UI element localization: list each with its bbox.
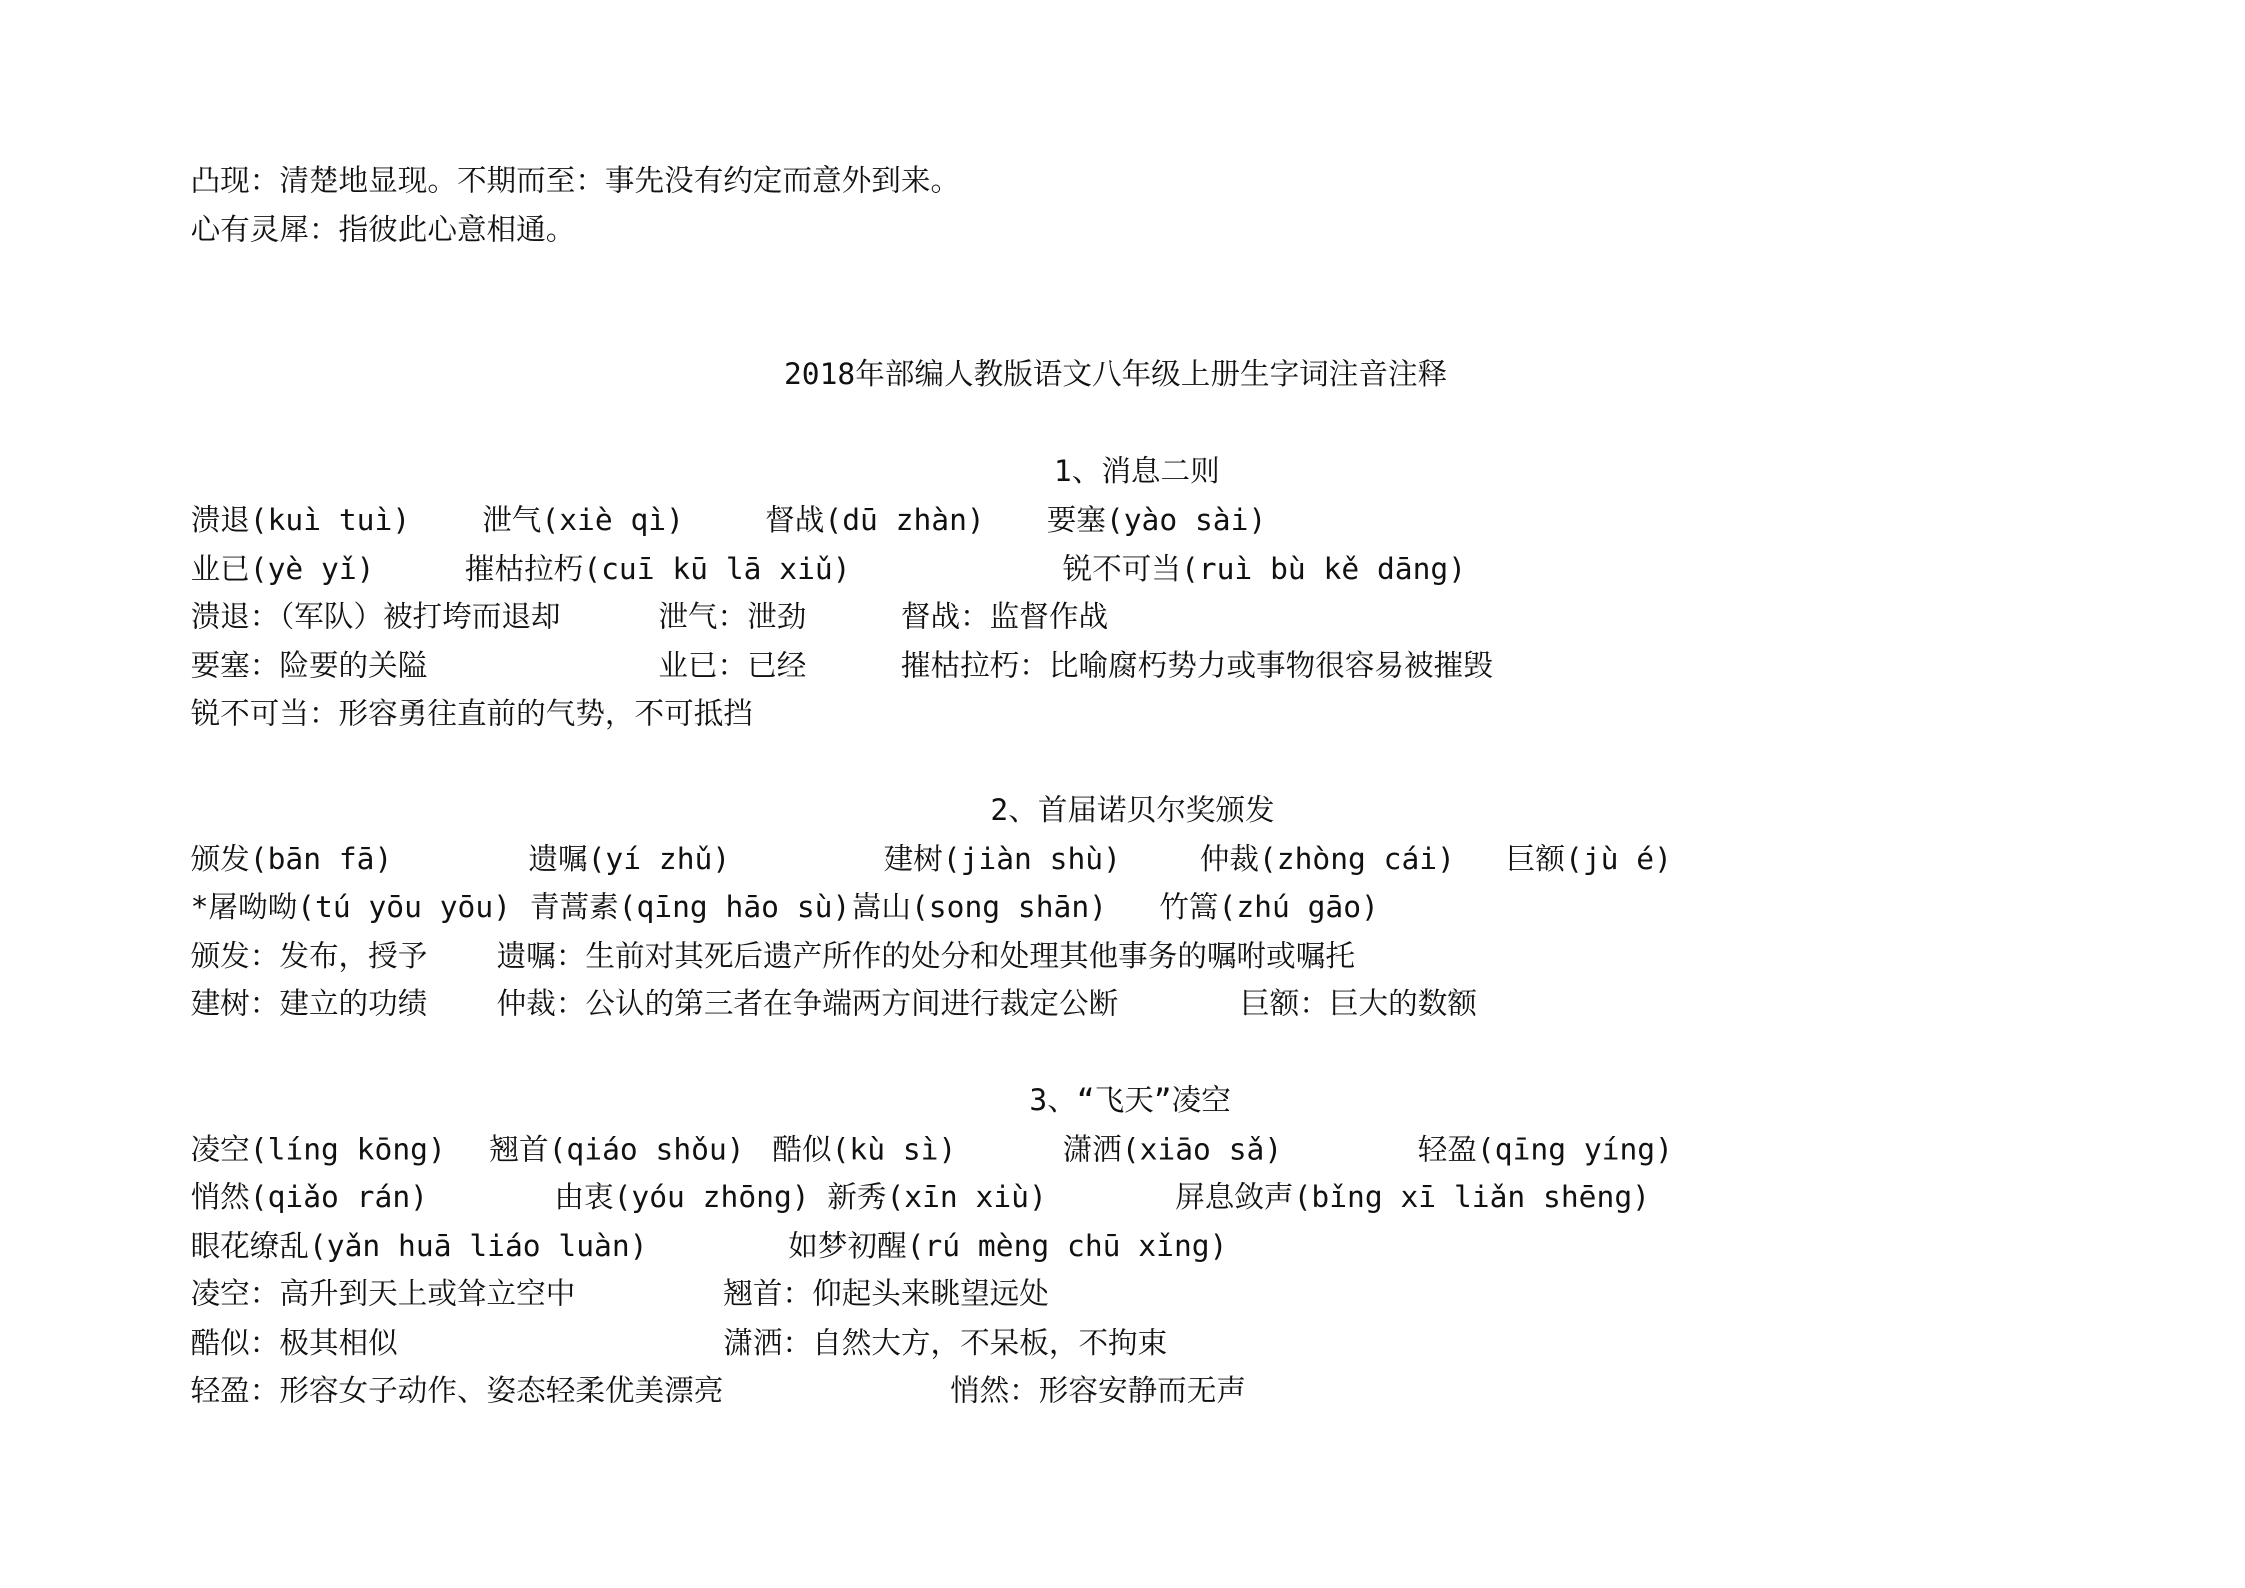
- vocab-pinyin: 屏息敛声(bǐng xī liǎn shēng): [1175, 1179, 1650, 1215]
- vocab-pinyin: 新秀(xīn xiù): [827, 1179, 1047, 1215]
- vocab-definition: 翘首：仰起头来眺望远处: [723, 1276, 1049, 1311]
- vocab-pinyin: 竹篙(zhú gāo): [1159, 889, 1379, 924]
- vocab-pinyin: 凌空(líng kōng): [190, 1131, 446, 1167]
- document-title: 2018年部编人教版语文八年级上册生字词注音注释: [783, 356, 1448, 392]
- vocab-pinyin: 泄气(xiè qì): [482, 502, 684, 538]
- vocab-definition: 凌空：高升到天上或耸立空中: [190, 1276, 576, 1311]
- vocab-pinyin: 建树(jiàn shù): [883, 841, 1121, 877]
- vocab-pinyin: 要塞(yào sài): [1046, 502, 1267, 538]
- intro-line: 心有灵犀：指彼此心意相通。: [190, 212, 576, 247]
- vocab-definition: 巨额：巨大的数额: [1240, 986, 1477, 1021]
- vocab-pinyin: 巨额(jù é): [1505, 841, 1672, 877]
- vocab-pinyin: 嵩山(song shān): [851, 889, 1108, 924]
- vocab-pinyin: 眼花缭乱(yǎn huā liáo luàn): [190, 1228, 648, 1264]
- vocab-definition: 摧枯拉朽：比喻腐朽势力或事物很容易被摧毁: [900, 648, 1493, 683]
- vocab-definition: 溃退：（军队）被打垮而退却: [190, 599, 561, 634]
- vocab-definition: 泄气：泄劲: [658, 599, 807, 634]
- vocab-pinyin: 由衷(yóu zhōng): [554, 1179, 810, 1215]
- vocab-definition: 仲裁：公认的第三者在争端两方间进行裁定公断: [496, 986, 1119, 1021]
- vocab-definition: 遗嘱：生前对其死后遗产所作的处分和处理其他事务的嘱咐或嘱托: [496, 938, 1355, 974]
- vocab-definition: 轻盈：形容女子动作、姿态轻柔优美漂亮: [190, 1372, 724, 1408]
- vocab-pinyin: 督战(dū zhàn): [765, 502, 985, 538]
- vocab-definition: 悄然：形容安静而无声: [949, 1372, 1246, 1408]
- section-heading: 2、首届诺贝尔奖颁发: [990, 792, 1275, 828]
- vocab-pinyin: 摧枯拉朽(cuī kū lā xiǔ): [464, 551, 851, 587]
- vocab-pinyin: 锐不可当(ruì bù kě dāng): [1062, 551, 1467, 587]
- vocab-definition: 潇洒：自然大方，不呆板，不拘束: [723, 1325, 1168, 1360]
- section-heading: 1、消息二则: [1053, 453, 1220, 488]
- vocab-definition: 酷似：极其相似: [190, 1325, 398, 1360]
- vocab-pinyin: 翘首(qiáo shǒu): [489, 1131, 745, 1167]
- vocab-definition: 颁发：发布，授予: [190, 938, 428, 974]
- vocab-pinyin: 如梦初醒(rú mèng chū xǐng): [788, 1228, 1228, 1264]
- vocab-pinyin: 业已(yè yǐ): [190, 551, 375, 587]
- vocab-pinyin: 潇洒(xiāo sǎ): [1062, 1131, 1283, 1167]
- section-heading: 3、“飞天”凌空: [1029, 1082, 1231, 1118]
- vocab-pinyin: 遗嘱(yí zhǔ): [528, 841, 731, 877]
- vocab-pinyin: 颁发(bān fā): [190, 841, 393, 877]
- vocab-pinyin: 仲裁(zhòng cái): [1199, 841, 1455, 877]
- vocab-pinyin: 悄然(qiǎo rán): [190, 1179, 428, 1215]
- vocab-definition: 建树：建立的功绩: [190, 986, 428, 1021]
- vocab-definition: 业已：已经: [658, 648, 807, 683]
- intro-line: 凸现：清楚地显现。不期而至：事先没有约定而意外到来。: [190, 163, 961, 198]
- vocab-pinyin: 溃退(kuì tuì): [190, 502, 411, 538]
- vocab-pinyin: *屠呦呦(tú yōu yōu): [190, 889, 512, 924]
- vocab-pinyin: 青蒿素(qīng hāo sù): [529, 889, 851, 924]
- vocab-pinyin: 轻盈(qīng yíng): [1417, 1131, 1673, 1167]
- vocab-definition: 督战：监督作战: [900, 599, 1109, 634]
- vocab-definition: 锐不可当：形容勇往直前的气势，不可抵挡: [190, 695, 753, 731]
- vocab-pinyin: 酷似(kù sì): [772, 1131, 957, 1167]
- vocab-definition: 要塞：险要的关隘: [190, 648, 428, 683]
